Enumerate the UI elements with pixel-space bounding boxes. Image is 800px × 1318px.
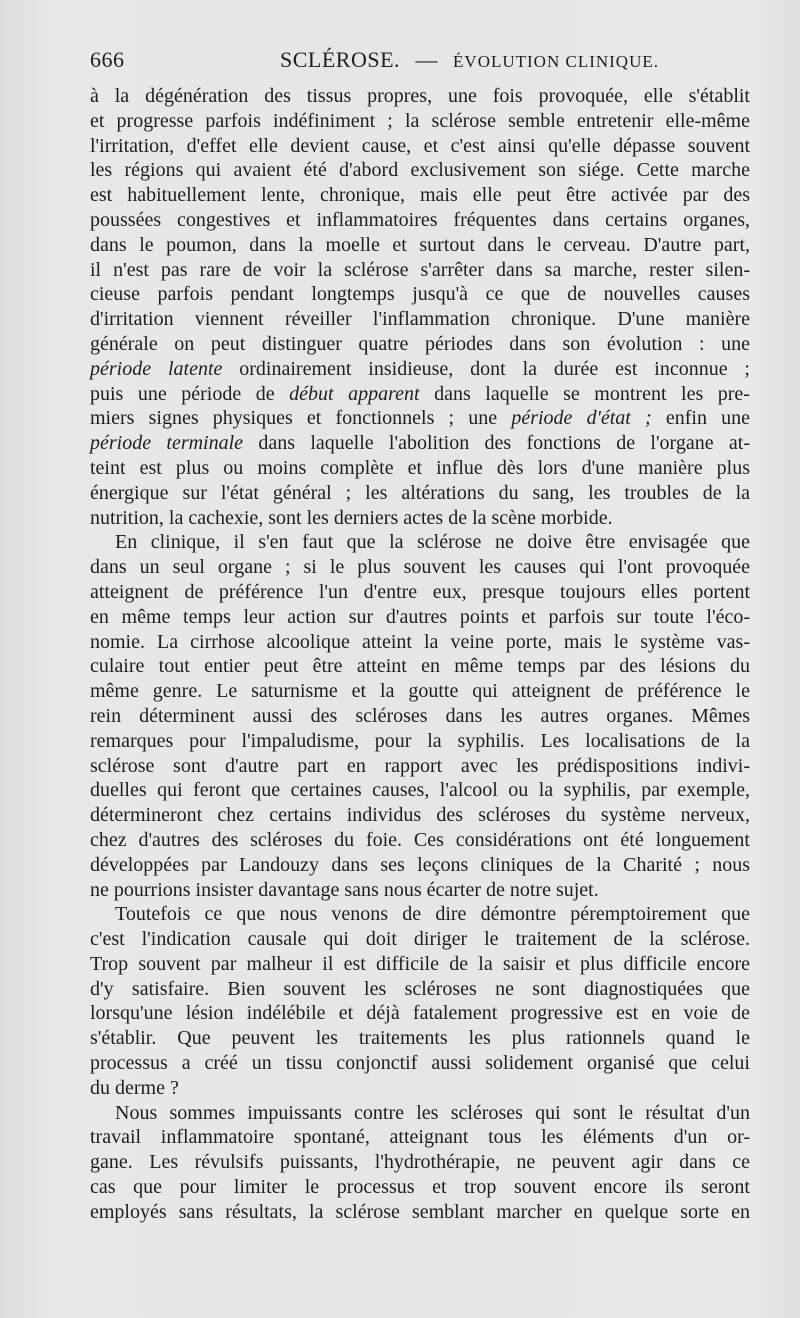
text-line xyxy=(90,555,750,580)
text-segment: il n'est pas rare de voir la sclérose s'arrêter dans sa marche, rester silen- xyxy=(90,258,750,281)
running-title xyxy=(280,47,659,73)
text-segment: miers signes physiques et fonctionnels ; une xyxy=(90,407,512,430)
text-segment: du derme ? xyxy=(90,1076,179,1099)
text-segment: dans le poumon, dans la moelle et surtout dans le cerveau. D'autre part, xyxy=(90,233,750,256)
text-segment: d'irritation viennent réveiller l'inflammation chronique. D'une manière xyxy=(90,308,750,331)
text-segment: cieuse parfois pendant longtemps jusqu'à ce que de nouvelles causes xyxy=(90,283,750,306)
italic-term: période d'état ; xyxy=(511,407,652,430)
text-segment: énergique sur l'état général ; les altérations du sang, les troubles de la xyxy=(90,481,750,504)
text-line xyxy=(90,158,750,183)
text-line xyxy=(90,183,750,208)
text-line xyxy=(90,1125,750,1150)
text-segment: processus a créé un tissu conjonctif aussi solidement organisé que celui xyxy=(90,1052,750,1075)
text-segment: nomie. La cirrhose alcoolique atteint la veine porte, mais le système vas- xyxy=(90,630,750,653)
text-line xyxy=(90,233,750,258)
text-line xyxy=(90,1101,750,1126)
text-segment: lorsqu'une lésion indélébile et déjà fatalement progressive est en voie de xyxy=(90,1002,750,1025)
text-line xyxy=(90,1001,750,1026)
text-segment: ne pourrions insister davantage sans nous écarter de notre sujet. xyxy=(90,878,599,901)
body-text xyxy=(90,84,750,1225)
text-segment: détermineront chez certains individus des scléroses du système nerveux, xyxy=(90,804,750,827)
text-line xyxy=(90,506,750,531)
text-segment: dans laquelle se montrent les pre- xyxy=(419,382,750,405)
text-segment: en même temps leur action sur d'autres points et parfois sur toute l'éco- xyxy=(90,605,750,628)
text-line xyxy=(90,828,750,853)
text-line xyxy=(90,605,750,630)
text-segment: sclérose sont d'autre part en rapport avec les prédispositions indivi- xyxy=(90,754,750,777)
text-line xyxy=(90,1150,750,1175)
text-segment: chez d'autres des scléroses du foie. Ces considérations ont été longuement xyxy=(90,828,750,851)
text-segment: et progresse parfois indéfiniment ; la sclérose semble entretenir elle-même xyxy=(90,109,750,132)
text-line xyxy=(90,431,750,456)
text-segment: Trop souvent par malheur il est difficile de la saisir et plus difficile encore xyxy=(90,952,750,975)
text-line xyxy=(90,853,750,878)
text-line xyxy=(90,1200,750,1225)
text-segment: ordinairement insidieuse, dont la durée est inconnue ; xyxy=(222,357,750,380)
text-segment: En clinique, il s'en faut que la sclérose ne doive être envisagée que xyxy=(115,531,750,554)
text-line xyxy=(90,803,750,828)
text-line xyxy=(90,382,750,407)
text-line xyxy=(90,406,750,431)
text-line xyxy=(90,977,750,1002)
text-line xyxy=(90,778,750,803)
italic-term: début apparent xyxy=(289,382,420,405)
text-line xyxy=(90,729,750,754)
text-line xyxy=(90,530,750,555)
text-line xyxy=(90,208,750,233)
text-segment: nutrition, la cachexie, sont les derniers actes de la scène morbide. xyxy=(90,506,613,529)
text-segment: l'irritation, d'effet elle devient cause, et c'est ainsi qu'elle dépasse souvent xyxy=(90,134,750,157)
text-line xyxy=(90,357,750,382)
text-line xyxy=(90,754,750,779)
text-segment: développées par Landouzy dans ses leçons cliniques de la Charité ; nous xyxy=(90,853,750,876)
text-segment: culaire tout entier peut être atteint en même temps par des lésions du xyxy=(90,655,750,678)
text-line xyxy=(90,282,750,307)
text-line xyxy=(90,679,750,704)
text-line xyxy=(90,332,750,357)
title-dash: — xyxy=(415,47,438,72)
text-segment: rein déterminent aussi des scléroses dans les autres organes. Mêmes xyxy=(90,704,750,727)
text-line xyxy=(90,927,750,952)
text-segment: employés sans résultats, la sclérose semblant marcher en quelque sorte en xyxy=(90,1200,750,1223)
italic-term: période latente xyxy=(90,357,223,380)
text-line xyxy=(90,109,750,134)
text-segment: Toutefois ce que nous venons de dire démontre péremptoirement que xyxy=(115,903,750,926)
text-line xyxy=(90,84,750,109)
text-segment: est habituellement lente, chronique, mais elle peut être activée par des xyxy=(90,184,750,207)
text-segment: remarques pour l'impaludisme, pour la syphilis. Les localisations de la xyxy=(90,729,750,752)
text-line xyxy=(90,630,750,655)
italic-term: période terminale xyxy=(90,432,244,455)
text-segment: enfin une xyxy=(651,407,750,430)
text-segment: générale on peut distinguer quatre périodes dans son évolution : une xyxy=(90,332,750,355)
text-segment: duelles qui feront que certaines causes, l'alcool ou la syphilis, par exemple, xyxy=(90,779,750,802)
page-number: 666 xyxy=(90,47,125,72)
text-segment: dans laquelle l'abolition des fonctions de l'organe at- xyxy=(243,432,750,455)
text-segment: gane. Les révulsifs puissants, l'hydrothérapie, ne peuvent agir dans ce xyxy=(90,1151,750,1174)
text-line xyxy=(90,481,750,506)
text-line xyxy=(90,1076,750,1101)
text-line xyxy=(90,134,750,159)
chapter-title: SCLÉROSE. xyxy=(280,47,401,72)
text-line xyxy=(90,704,750,729)
text-line xyxy=(90,580,750,605)
text-line xyxy=(90,654,750,679)
text-line xyxy=(90,307,750,332)
section-title: ÉVOLUTION CLINIQUE. xyxy=(453,52,659,71)
text-segment: les régions qui avaient été d'abord exclusivement son siége. Cette marche xyxy=(90,159,750,182)
text-line xyxy=(90,878,750,903)
text-segment: c'est l'indication causale qui doit diriger le traitement de la sclérose. xyxy=(90,928,750,951)
text-segment: travail inflammatoire spontané, atteignant tous les éléments d'un or- xyxy=(90,1126,750,1149)
text-line xyxy=(90,1175,750,1200)
text-line xyxy=(90,456,750,481)
text-segment: dans un seul organe ; si le plus souvent les causes qui l'ont provoquée xyxy=(90,556,750,579)
text-segment: cas que pour limiter le processus et trop souvent encore ils seront xyxy=(90,1176,750,1199)
text-line xyxy=(90,258,750,283)
text-line xyxy=(90,1051,750,1076)
text-line xyxy=(90,1026,750,1051)
running-header xyxy=(90,47,750,77)
text-segment: puis une période de xyxy=(90,382,290,405)
text-segment: d'y satisfaire. Bien souvent les scléroses ne sont diagnostiquées que xyxy=(90,977,750,1000)
text-segment: s'établir. Que peuvent les traitements les plus rationnels quand le xyxy=(90,1027,750,1050)
text-segment: poussées congestives et inflammatoires fréquentes dans certains organes, xyxy=(90,208,750,231)
text-line xyxy=(90,952,750,977)
text-segment: à la dégénération des tissus propres, une fois provoquée, elle s'établit xyxy=(90,85,750,107)
text-segment: même genre. Le saturnisme et la goutte qui atteignent de préférence le xyxy=(90,680,750,703)
text-segment: atteignent de préférence l'un d'entre eux, presque toujours elles portent xyxy=(90,580,750,603)
text-line xyxy=(90,902,750,927)
text-segment: Nous sommes impuissants contre les scléroses qui sont le résultat d'un xyxy=(115,1101,750,1124)
text-segment: teint est plus ou moins complète et influe dès lors d'une manière plus xyxy=(90,456,750,479)
